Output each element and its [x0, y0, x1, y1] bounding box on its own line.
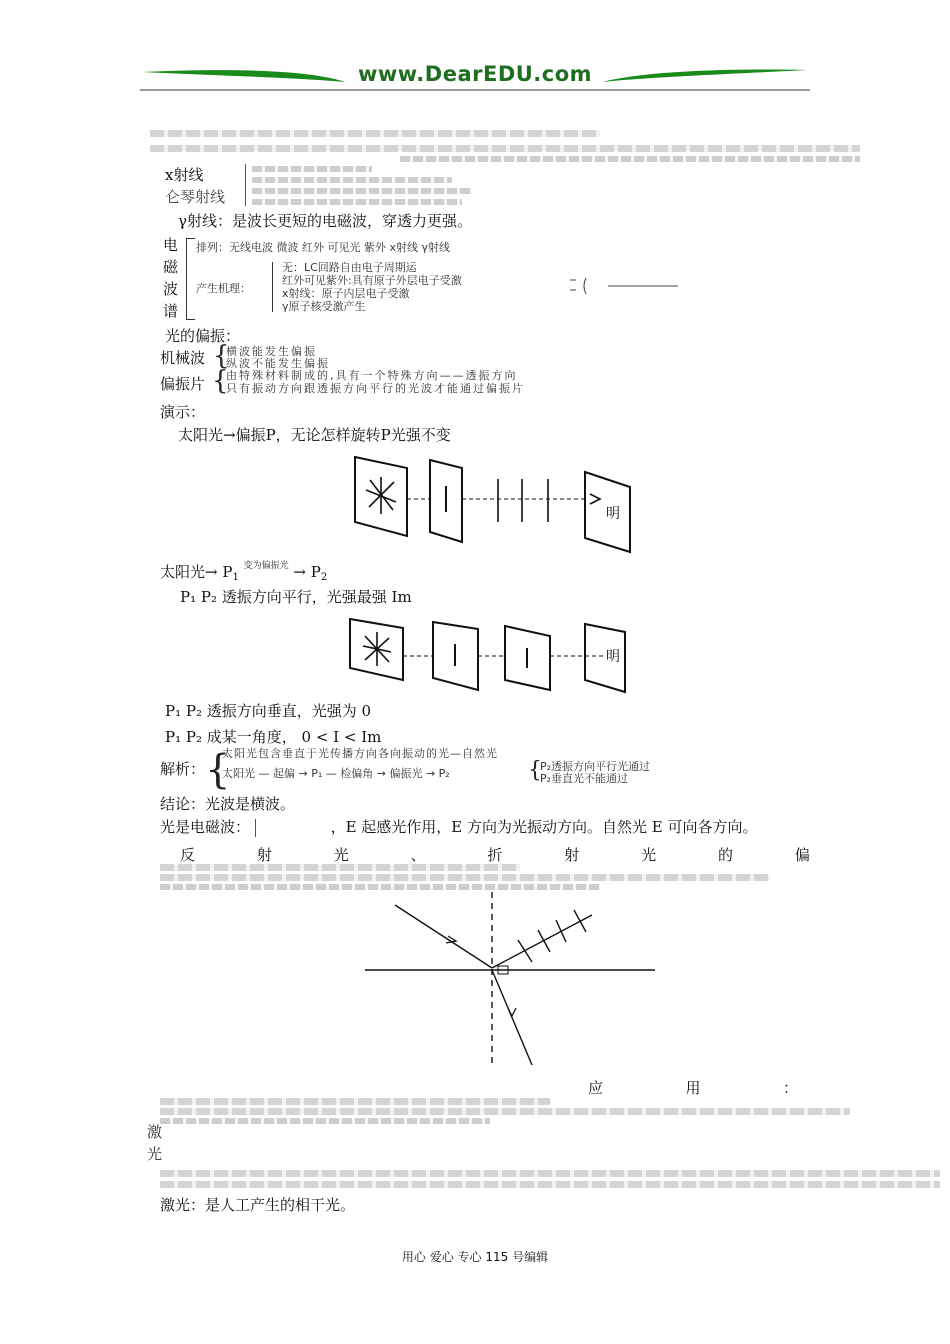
- demo-label: 演示：: [160, 403, 206, 421]
- blurred-text-row: [160, 1108, 850, 1115]
- polarization-figure-1: [350, 452, 635, 557]
- reflection-char: 偏: [794, 846, 810, 864]
- demo2-line: 太阳光→ $P_1$ $^{变为偏振光} \to P_2$: [160, 561, 328, 583]
- analysis-branch-2: P₂垂直光不能通过: [540, 772, 629, 785]
- blurred-text-row: [150, 130, 600, 137]
- spectrum-mech-brace: [272, 262, 279, 312]
- conclusion-line: 结论：光波是横波。: [160, 795, 296, 813]
- spectrum-side-3: 波: [163, 280, 179, 298]
- spectrum-mech-3: x射线：原子内层电子受激: [282, 287, 410, 300]
- blurred-text-row: [150, 145, 860, 152]
- reflection-char: 反: [180, 846, 196, 864]
- analysis-branch-1: P₂透振方向平行光通过: [540, 760, 651, 773]
- laser-side-1: 激: [147, 1123, 163, 1141]
- spectrum-bracket: [186, 238, 195, 320]
- application-heading: [588, 1079, 798, 1097]
- polarizer-2: 只有振动方向跟透振方向平行的光波才能通过偏振片: [226, 382, 525, 395]
- reflection-char: 射: [564, 846, 580, 864]
- demo1-text: 太阳光→偏振P，无论怎样旋转P光强不变: [178, 426, 451, 444]
- analysis-label: 解析：: [160, 760, 206, 778]
- blurred-text-row: [160, 864, 520, 871]
- demo2-suffix: → P: [293, 563, 321, 581]
- reflection-char: 、: [410, 846, 426, 864]
- em-line: [160, 818, 758, 837]
- spectrum-order: 排列：无线电波 微波 红外 可见光 紫外 x射线 γ射线: [196, 241, 450, 254]
- analysis-line2: 太阳光 — 起偏 → P₁ — 检偏角 → 偏振光 → P₂: [222, 767, 450, 780]
- demo2-arrow-note: 变为偏振光: [243, 561, 289, 571]
- polarizer-1: 由特殊材料制成的,具有一个特殊方向——透振方向: [226, 369, 518, 382]
- blurred-text-row: [160, 1170, 940, 1177]
- polarization-title: 光的偏振：: [165, 327, 241, 345]
- xray-label: x射线: [165, 166, 204, 184]
- blurred-text-row: [160, 874, 770, 881]
- reflection-char: 光: [333, 846, 349, 864]
- angle-line: P₁ P₂ 成某一角度， 0 < I < Im: [165, 728, 382, 746]
- blurred-text-row: [160, 1181, 940, 1188]
- spectrum-side-4: 谱: [163, 302, 179, 320]
- analysis-branch-brace: {: [528, 758, 542, 783]
- reflection-char: 射: [256, 846, 272, 864]
- figure1-bright-label: 明: [606, 506, 620, 522]
- page-footer: 用心 爱心 专心 115 号编辑: [401, 1250, 549, 1264]
- polarization-figure-2: [345, 614, 630, 696]
- blurred-text-row: [160, 1118, 490, 1124]
- application-char: 用: [685, 1079, 701, 1097]
- mech-wave-1: 横波能发生偏振: [226, 345, 317, 358]
- blurred-text-row: [400, 156, 860, 162]
- spectrum-mech-1: 无：LC回路自由电子周期运: [282, 261, 417, 274]
- blurred-text-row: [160, 1098, 550, 1105]
- analysis-line1: 太阳光包含垂直于光传播方向各向振动的光—自然光: [222, 747, 498, 760]
- spectrum-side-2: 磁: [163, 258, 179, 276]
- mech-wave-2: 纵波不能发生偏振: [226, 357, 330, 370]
- spectrum-formula-scan: [568, 276, 688, 296]
- xray-table-scan: [245, 164, 486, 206]
- logo-text: www.DearEDU.com: [357, 62, 593, 86]
- spectrum-mech-2: 红外可见紫外:具有原子外层电子受激: [282, 274, 462, 287]
- application-char: ：: [782, 1079, 798, 1097]
- mech-wave-label: 机械波: [160, 349, 206, 367]
- perp-line: P₁ P₂ 透振方向垂直，光强为 0: [165, 702, 372, 720]
- laser-line: 激光：是人工产生的相干光。: [160, 1196, 356, 1214]
- demo2-prefix: 太阳光→ P: [160, 563, 233, 581]
- laser-side-2: 光: [147, 1145, 163, 1163]
- spectrum-side-1: 电: [163, 236, 179, 254]
- gamma-description: γ射线：是波长更短的电磁波，穿透力更强。: [178, 212, 472, 230]
- figure2-bright-label: 明: [606, 649, 620, 665]
- reflection-heading: [180, 846, 810, 864]
- parallel-line: P₁ P₂ 透振方向平行，光强最强 Im: [180, 588, 412, 606]
- gamma-label: 仑琴射线: [165, 188, 226, 206]
- spectrum-mech-4: γ原子核受激产生: [282, 300, 366, 313]
- reflection-char: 光: [641, 846, 657, 864]
- polarizer-label: 偏振片: [160, 375, 206, 393]
- application-char: 应: [588, 1079, 604, 1097]
- mech-wave-brace: {: [213, 341, 230, 371]
- em-line-prefix: 光是电磁波：: [160, 818, 251, 836]
- reflection-refraction-diagram: [360, 890, 660, 1070]
- reflection-char: 折: [487, 846, 503, 864]
- header-logo: [140, 60, 810, 94]
- em-formula: [255, 819, 326, 837]
- spectrum-mech-label: 产生机理：: [196, 282, 251, 295]
- analysis-brace: {: [205, 747, 231, 793]
- reflection-char: 的: [718, 846, 734, 864]
- polarizer-brace: {: [212, 366, 229, 396]
- em-line-suffix: ，E 起感光作用，E 方向为光振动方向。自然光 E 可向各方向。: [330, 818, 758, 836]
